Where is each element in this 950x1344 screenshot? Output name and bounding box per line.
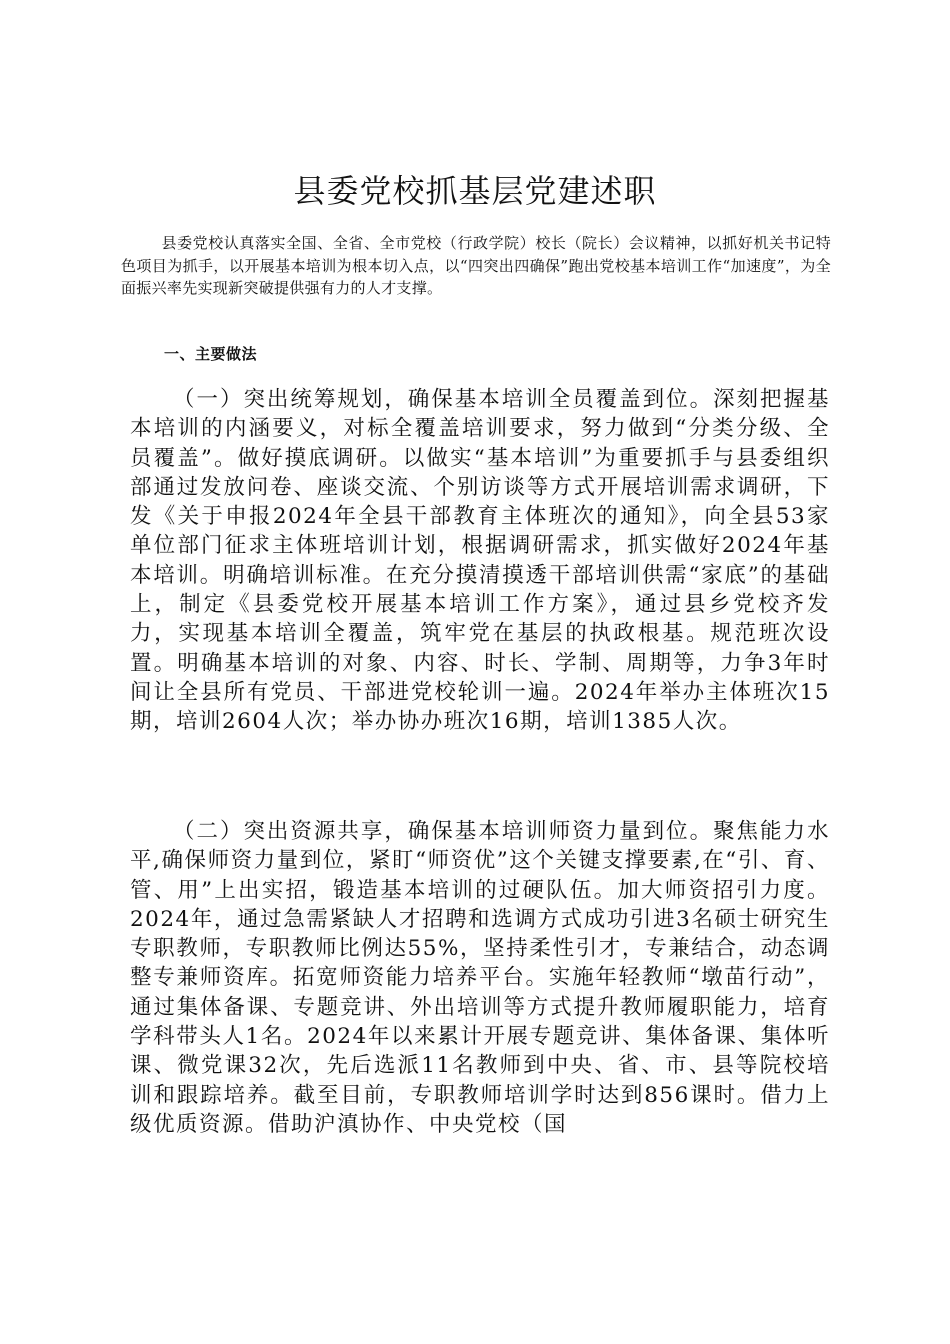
body-paragraph-2: （二）突出资源共享，确保基本培训师资力量到位。聚焦能力水平,确保师资力量到位，紧盯“师资优”这个关键支撑要素,在“引、育、管、用”上出实招，锻造基本培训的过硬队伍。加大师资招引力度。2024年，通过急需紧缺人才招聘和选调方式成功引进3名硕士研究生专职教师，专职教师比例达55%，坚持柔性引才，专兼结合，动态调整专兼师资库。拓宽师资能力培养平台。实施年轻教师“墩苗行动”，通过集体备课、专题竞讲、外出培训等方式提升教师履职能力，培育学科带头人1名。2024年以来累计开展专题竞讲、集体备课、集体听课、微党课32次，先后选派11名教师到中央、省、市、县等院校培训和跟踪培养。截至目前，专职教师培训学时达到856课时。借力上级优质资源。借助沪滇协作、中央党校（国 (130, 819, 830, 1137)
intro-paragraph: 县委党校认真落实全国、全省、全市党校（行政学院）校长（院长）会议精神，以抓好机关书记特色项目为抓手，以开展基本培训为根本切入点，以“四突出四确保”跑出党校基本培训工作“加速度”，为全面振兴率先实现新突破提供强有力的人才支撑。 (121, 234, 831, 297)
section-heading: 一、主要做法 (164, 345, 258, 363)
body-paragraph-1: （一）突出统筹规划，确保基本培训全员覆盖到位。深刻把握基本培训的内涵要义，对标全覆盖培训要求，努力做到“分类分级、全员覆盖”。做好摸底调研。以做实“基本培训”为重要抓手与县委组织部通过发放问卷、座谈交流、个别访谈等方式开展培训需求调研，下发《关于申报2024年全县干部教育主体班次的通知》，向全县53家单位部门征求主体班培训计划，根据调研需求，抓实做好2024年基本培训。明确培训标准。在充分摸清摸透干部培训供需“家底”的基础上，制定《县委党校开展基本培训工作方案》，通过县乡党校齐发力，实现基本培训全覆盖，筑牢党在基层的执政根基。规范班次设置。明确基本培训的对象、内容、时长、学制、周期等，力争3年时间让全县所有党员、干部进党校轮训一遍。2024年举办主体班次15期，培训2604人次；举办协办班次16期，培训1385人次。 (130, 387, 830, 735)
document-title: 县委党校抓基层党建述职 (293, 172, 657, 210)
